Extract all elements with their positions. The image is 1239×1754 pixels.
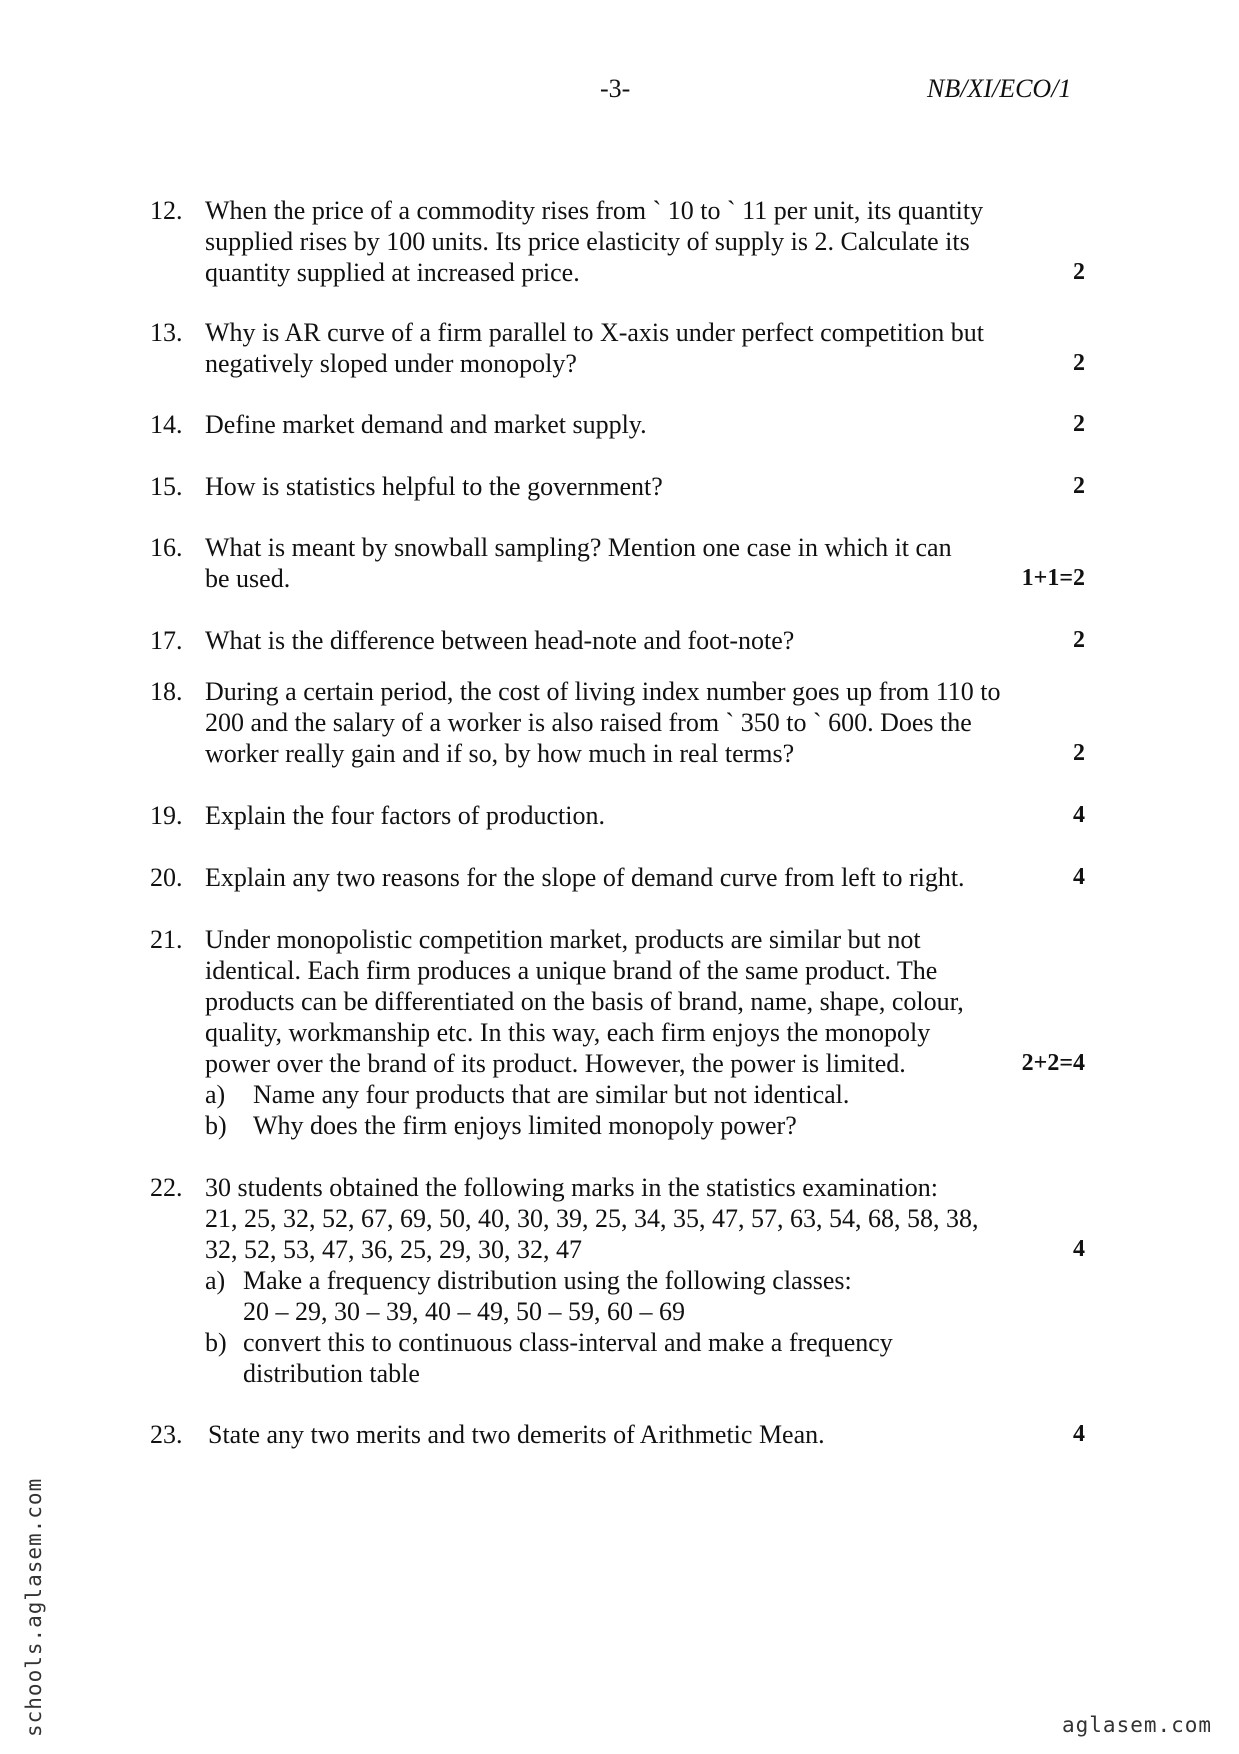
question-text: 30 students obtained the following marks in the statistics examination:: [205, 1173, 938, 1202]
question-text: What is the difference between head-note and foot-note?: [205, 626, 795, 655]
question-number: 16.: [150, 533, 183, 562]
question-text: supplied rises by 100 units. Its price elasticity of supply is 2. Calculate its: [205, 227, 970, 256]
subpart-a: [205, 1079, 1075, 1110]
question-text: 200 and the salary of a worker is also raised from ` 350 to ` 600. Does the: [205, 708, 972, 737]
question-number: 18.: [150, 677, 183, 706]
question-21: [150, 924, 1085, 1141]
question-marks: 2: [1073, 740, 1085, 766]
question-text: What is meant by snowball sampling? Mention one case in which it can: [205, 533, 952, 562]
question-marks: 2: [1073, 627, 1085, 653]
paper-code: NB/XI/ECO/1: [927, 74, 1072, 103]
question-text: How is statistics helpful to the government?: [205, 472, 663, 501]
side-watermark: schools.aglasem.com: [22, 1477, 46, 1737]
question-text: During a certain period, the cost of living index number goes up from 110 to: [205, 677, 1001, 706]
subpart-a: [205, 1265, 1075, 1327]
question-text: 32, 52, 53, 47, 36, 25, 29, 30, 32, 47: [205, 1235, 582, 1264]
question-marks: 1+1=2: [1021, 565, 1085, 591]
question-text: When the price of a commodity rises from ` 10 to ` 11 per unit, its quantity: [205, 196, 984, 225]
subpart-text: 20 – 29, 30 – 39, 40 – 49, 50 – 59, 60 – 69: [243, 1297, 685, 1326]
question-marks: 2: [1073, 350, 1085, 376]
subpart-label: b): [205, 1111, 227, 1140]
question-text: power over the brand of its product. However, the power is limited.: [205, 1049, 906, 1078]
question-text: worker really gain and if so, by how much in real terms?: [205, 739, 795, 768]
question-22: [150, 1172, 1085, 1389]
subpart-b: [205, 1327, 1075, 1389]
subpart-b: [205, 1110, 1075, 1141]
question-13: [150, 317, 1085, 379]
question-17: [150, 625, 1085, 656]
question-text: products can be differentiated on the basis of brand, name, shape, colour,: [205, 987, 964, 1016]
question-number: 17.: [150, 626, 183, 655]
bottom-watermark: aglasem.com: [1062, 1713, 1213, 1737]
question-text: identical. Each firm produces a unique brand of the same product. The: [205, 956, 938, 985]
question-marks: 4: [1073, 864, 1085, 890]
question-marks: 4: [1073, 1236, 1085, 1262]
question-marks: 2: [1073, 259, 1085, 285]
question-text: quantity supplied at increased price.: [205, 258, 580, 287]
question-number: 12.: [150, 196, 183, 225]
subpart-text: Make a frequency distribution using the following classes:: [243, 1266, 852, 1295]
question-marks: 2: [1073, 411, 1085, 437]
subpart-text: distribution table: [243, 1359, 420, 1388]
question-number: 19.: [150, 801, 183, 830]
question-text: negatively sloped under monopoly?: [205, 349, 577, 378]
subpart-text: Why does the firm enjoys limited monopoly power?: [253, 1111, 797, 1140]
question-text: be used.: [205, 564, 291, 593]
question-text: Why is AR curve of a firm parallel to X-axis under perfect competition but: [205, 318, 985, 347]
question-text: quality, workmanship etc. In this way, each firm enjoys the monopoly: [205, 1018, 931, 1047]
question-text: State any two merits and two demerits of Arithmetic Mean.: [208, 1420, 825, 1449]
question-number: 14.: [150, 410, 183, 439]
question-marks: 4: [1073, 1421, 1085, 1447]
question-number: 15.: [150, 472, 183, 501]
question-text: Define market demand and market supply.: [205, 410, 647, 439]
subpart-label: a): [205, 1080, 226, 1109]
question-text: Explain any two reasons for the slope of demand curve from left to right.: [205, 863, 965, 892]
question-number: 20.: [150, 863, 183, 892]
subpart-text: convert this to continuous class-interval and make a frequency: [243, 1328, 893, 1357]
question-23: [150, 1419, 1085, 1450]
question-marks: 4: [1073, 802, 1085, 828]
question-marks: 2: [1073, 473, 1085, 499]
question-marks: 2+2=4: [1021, 1050, 1085, 1076]
page-number: -3-: [600, 74, 631, 103]
question-text: 21, 25, 32, 52, 67, 69, 50, 40, 30, 39, 25, 34, 35, 47, 57, 63, 54, 68, 58, 38,: [205, 1204, 979, 1233]
question-14: [150, 409, 1085, 440]
question-18: [150, 676, 1085, 769]
question-16: [150, 532, 1085, 594]
question-12: [150, 195, 1085, 288]
question-19: [150, 800, 1085, 831]
question-number: 22.: [150, 1173, 183, 1202]
question-20: [150, 862, 1085, 893]
question-number: 21.: [150, 925, 183, 954]
subpart-text: Name any four products that are similar but not identical.: [253, 1080, 850, 1109]
question-text: Explain the four factors of production.: [205, 801, 605, 830]
question-15: [150, 471, 1085, 502]
subpart-label: b): [205, 1328, 227, 1357]
question-text: Under monopolistic competition market, products are similar but not: [205, 925, 921, 954]
subpart-label: a): [205, 1266, 226, 1295]
question-number: 13.: [150, 318, 183, 347]
question-number: 23.: [150, 1420, 183, 1449]
